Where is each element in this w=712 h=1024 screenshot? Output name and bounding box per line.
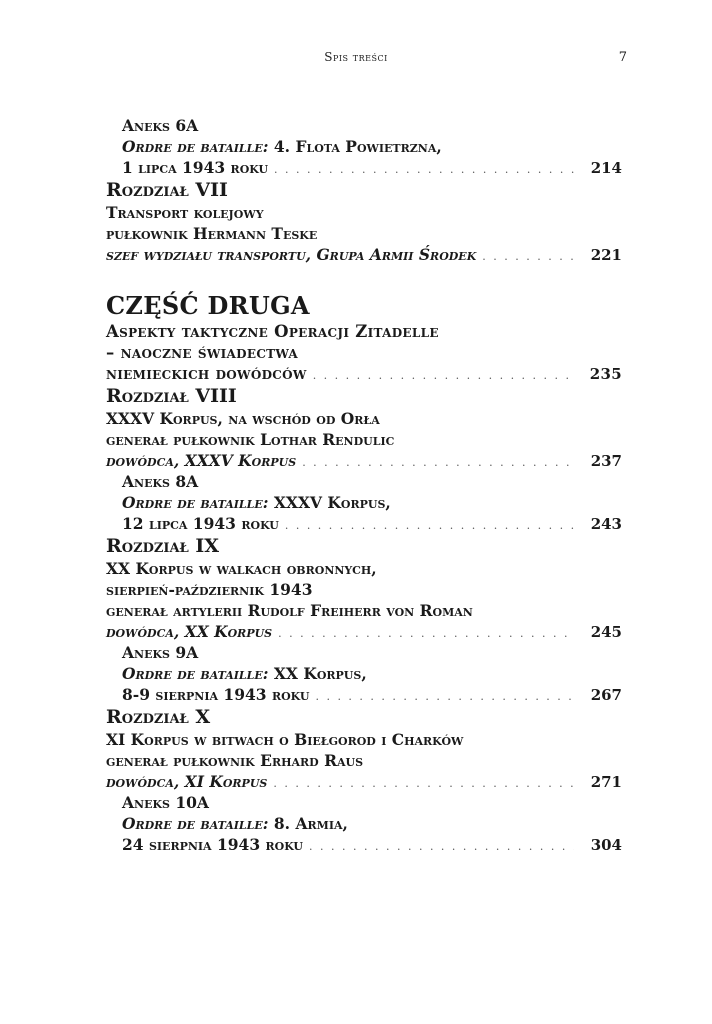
entry-text: XI Korpus w bitwach o Biełgorod i Charków <box>106 730 464 749</box>
entry-text: 4. Flota Powietrzna, <box>268 137 442 156</box>
toc-entry-annex-9a <box>106 642 622 705</box>
dot-leader <box>278 623 574 644</box>
entry-text: 8-9 sierpnia 1943 roku <box>122 685 310 704</box>
table-of-contents <box>106 115 622 855</box>
entry-page-number: 243 <box>590 515 622 533</box>
dot-leader <box>309 836 574 857</box>
entry-italic-text: dowódca, XI Korpus <box>106 772 268 791</box>
entry-italic-text: szef wydziału transportu, Grupa Armii Środek <box>106 245 477 264</box>
entry-page-number: 267 <box>590 686 622 704</box>
entry-text: pułkownik Hermann Teske <box>106 224 318 243</box>
toc-entry-chapter-9 <box>106 534 622 642</box>
entry-text: generał pułkownik Erhard Raus <box>106 751 364 770</box>
entry-text: Transport kolejowy <box>106 203 264 222</box>
entry-text: sierpień-październik 1943 <box>106 580 313 599</box>
entry-text: XXXV Korpus, <box>268 493 391 512</box>
entry-title: Aneks 9A <box>122 643 199 662</box>
entry-page-number: 214 <box>590 159 622 177</box>
entry-title: Aneks 6A <box>122 116 199 135</box>
toc-entry-annex-6a <box>106 115 622 178</box>
toc-entry-chapter-8 <box>106 384 622 471</box>
entry-text: 1 lipca 1943 roku <box>122 158 269 177</box>
entry-text: – naoczne świadectwa <box>106 343 299 362</box>
entry-title: Aneks 8A <box>122 472 199 491</box>
entry-title: Rozdział X <box>106 706 211 728</box>
entry-text: XX Korpus, <box>268 664 367 683</box>
dot-leader <box>273 773 574 794</box>
toc-entry-annex-8a <box>106 471 622 534</box>
entry-title: Rozdział VII <box>106 179 228 201</box>
dot-leader <box>285 515 574 536</box>
entry-title: Rozdział IX <box>106 535 220 557</box>
page-number: 7 <box>618 50 627 65</box>
entry-page-number: 221 <box>590 246 622 264</box>
dot-leader <box>313 365 574 386</box>
entry-page-number: 304 <box>590 836 622 854</box>
part-title: CZĘŚĆ DRUGA <box>106 291 310 320</box>
dot-leader <box>315 686 574 707</box>
entry-page-number: 245 <box>590 623 622 641</box>
entry-text: XX Korpus w walkach obronnych, <box>106 559 377 578</box>
toc-entry-chapter-10 <box>106 705 622 792</box>
entry-text: 12 lipca 1943 roku <box>122 514 279 533</box>
entry-text: XXXV Korpus, na wschód od Orła <box>106 409 380 428</box>
toc-entry-annex-10a <box>106 792 622 855</box>
entry-italic-text: Ordre de bataille: <box>122 814 269 833</box>
toc-entry-chapter-7 <box>106 178 622 265</box>
dot-leader <box>302 452 574 473</box>
running-head <box>0 50 712 70</box>
entry-text: 8. Armia, <box>268 814 348 833</box>
entry-italic-text: Ordre de bataille: <box>122 137 269 156</box>
entry-italic-text: Ordre de bataille: <box>122 493 269 512</box>
entry-page-number: 235 <box>589 365 622 383</box>
entry-italic-text: dowódca, XXXV Korpus <box>106 451 297 470</box>
entry-page-number: 271 <box>590 773 622 791</box>
dot-leader <box>274 159 574 180</box>
entry-title: Aneks 10A <box>122 793 209 812</box>
page-header-title: Spis treści <box>324 50 388 64</box>
entry-italic-text: Ordre de bataille: <box>122 664 269 683</box>
dot-leader <box>482 246 574 267</box>
entry-text: niemieckich dowódców <box>106 364 307 383</box>
entry-page-number: 237 <box>590 452 622 470</box>
entry-title: Rozdział VIII <box>106 385 237 407</box>
entry-text: Aspekty taktyczne Operacji Zitadelle <box>106 322 439 341</box>
entry-text: generał artylerii Rudolf Freiherr von Roman <box>106 601 473 620</box>
entry-text: generał pułkownik Lothar Rendulic <box>106 430 395 449</box>
toc-entry-part-2 <box>106 291 622 384</box>
entry-italic-text: dowódca, XX Korpus <box>106 622 273 641</box>
entry-text: 24 sierpnia 1943 roku <box>122 835 304 854</box>
